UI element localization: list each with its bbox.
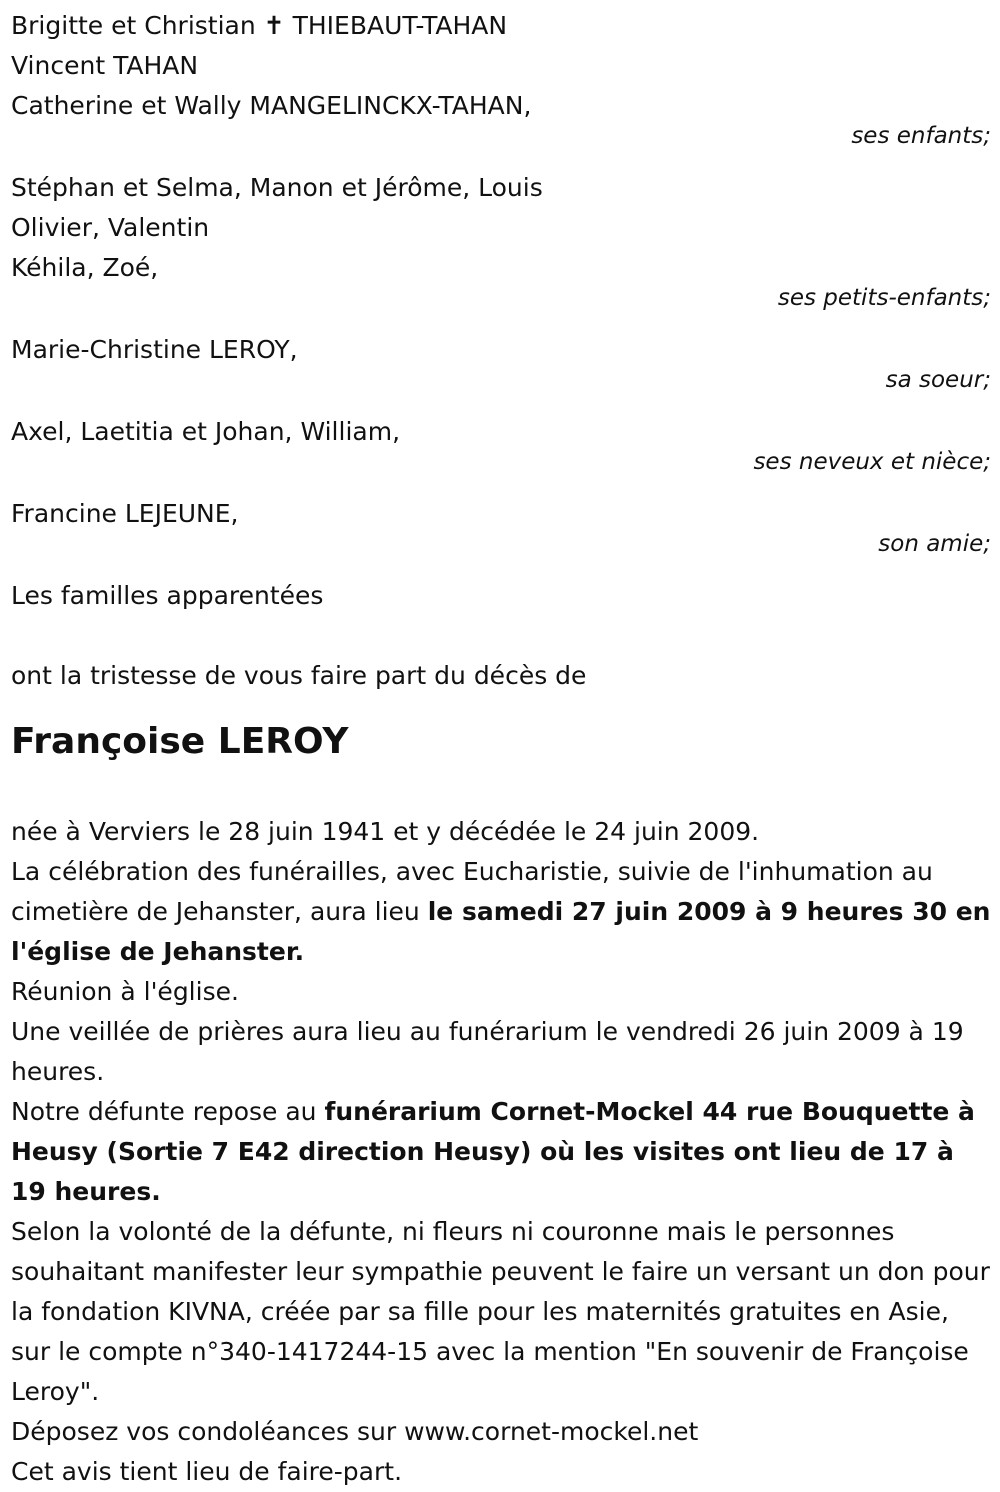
family-names: THIEBAUT-TAHAN (292, 11, 508, 40)
funeral-details: le samedi 27 juin 2009 à 9 heures 30 en l'église de Jehanster. (11, 897, 991, 966)
obituary-notice (11, 6, 991, 1492)
funeral-intro: La célébration des funérailles, avec Eucharistie, suivie de l'inhumation au cimetière de Jehanster, aura lieu (11, 857, 933, 926)
reunion-text: Réunion à l'église. (11, 977, 239, 1006)
family-line (11, 6, 991, 46)
announcement-text: ont la tristesse de vous faire part du décès de (11, 661, 587, 690)
family-line: Marie-Christine LEROY, (11, 335, 298, 364)
family-names: Brigitte et Christian (11, 11, 264, 40)
relation-label: ses neveux et nièce; (753, 449, 991, 475)
vigil-text: Une veillée de prières aura lieu au funérarium le vendredi 26 juin 2009 à 19 heures. (11, 1017, 964, 1086)
relation-label: son amie; (878, 531, 991, 557)
family-line: Les familles apparentées (11, 581, 324, 610)
family-line: Axel, Laetitia et Johan, William, (11, 417, 401, 446)
family-line: Vincent TAHAN (11, 51, 199, 80)
relation-label: ses petits-enfants; (777, 285, 991, 311)
rest-text (11, 1092, 991, 1212)
family-line: Stéphan et Selma, Manon et Jérôme, Louis (11, 173, 543, 202)
notice-text: Cet avis tient lieu de faire-part. (11, 1457, 403, 1486)
condolences-text: Déposez vos condoléances sur www.cornet-mockel.net (11, 1417, 699, 1446)
funeral-text (11, 852, 991, 972)
family-line: Francine LEJEUNE, (11, 499, 239, 528)
obituary-body (11, 812, 991, 1492)
deceased-cross-icon: ✝ (263, 11, 285, 40)
birth-death-text: née à Verviers le 28 juin 1941 et y décédée le 24 juin 2009. (11, 817, 760, 846)
family-line: Kéhila, Zoé, (11, 253, 159, 282)
family-line: Catherine et Wally MANGELINCKX-TAHAN, (11, 91, 532, 120)
rest-details: funérarium Cornet-Mockel 44 rue Bouquette à Heusy (Sortie 7 E42 direction Heusy) où les visites ont lieu de 17 à 19 heures. (11, 1097, 975, 1206)
deceased-name: Françoise LEROY (11, 721, 349, 762)
wishes-text: Selon la volonté de la défunte, ni fleurs ni couronne mais le personnes souhaitant manifester leur sympathie peuvent le faire un versant un don pour la fondation KIVNA, créée par sa fille pour les maternités gratuites en Asie, sur le compte n°340-1417244-15 avec la mention "En souvenir de Françoise Leroy". (11, 1217, 990, 1406)
relation-label: sa soeur; (885, 367, 991, 393)
rest-intro: Notre défunte repose au (11, 1097, 325, 1126)
relation-label: ses enfants; (851, 123, 991, 149)
family-line: Olivier, Valentin (11, 213, 210, 242)
